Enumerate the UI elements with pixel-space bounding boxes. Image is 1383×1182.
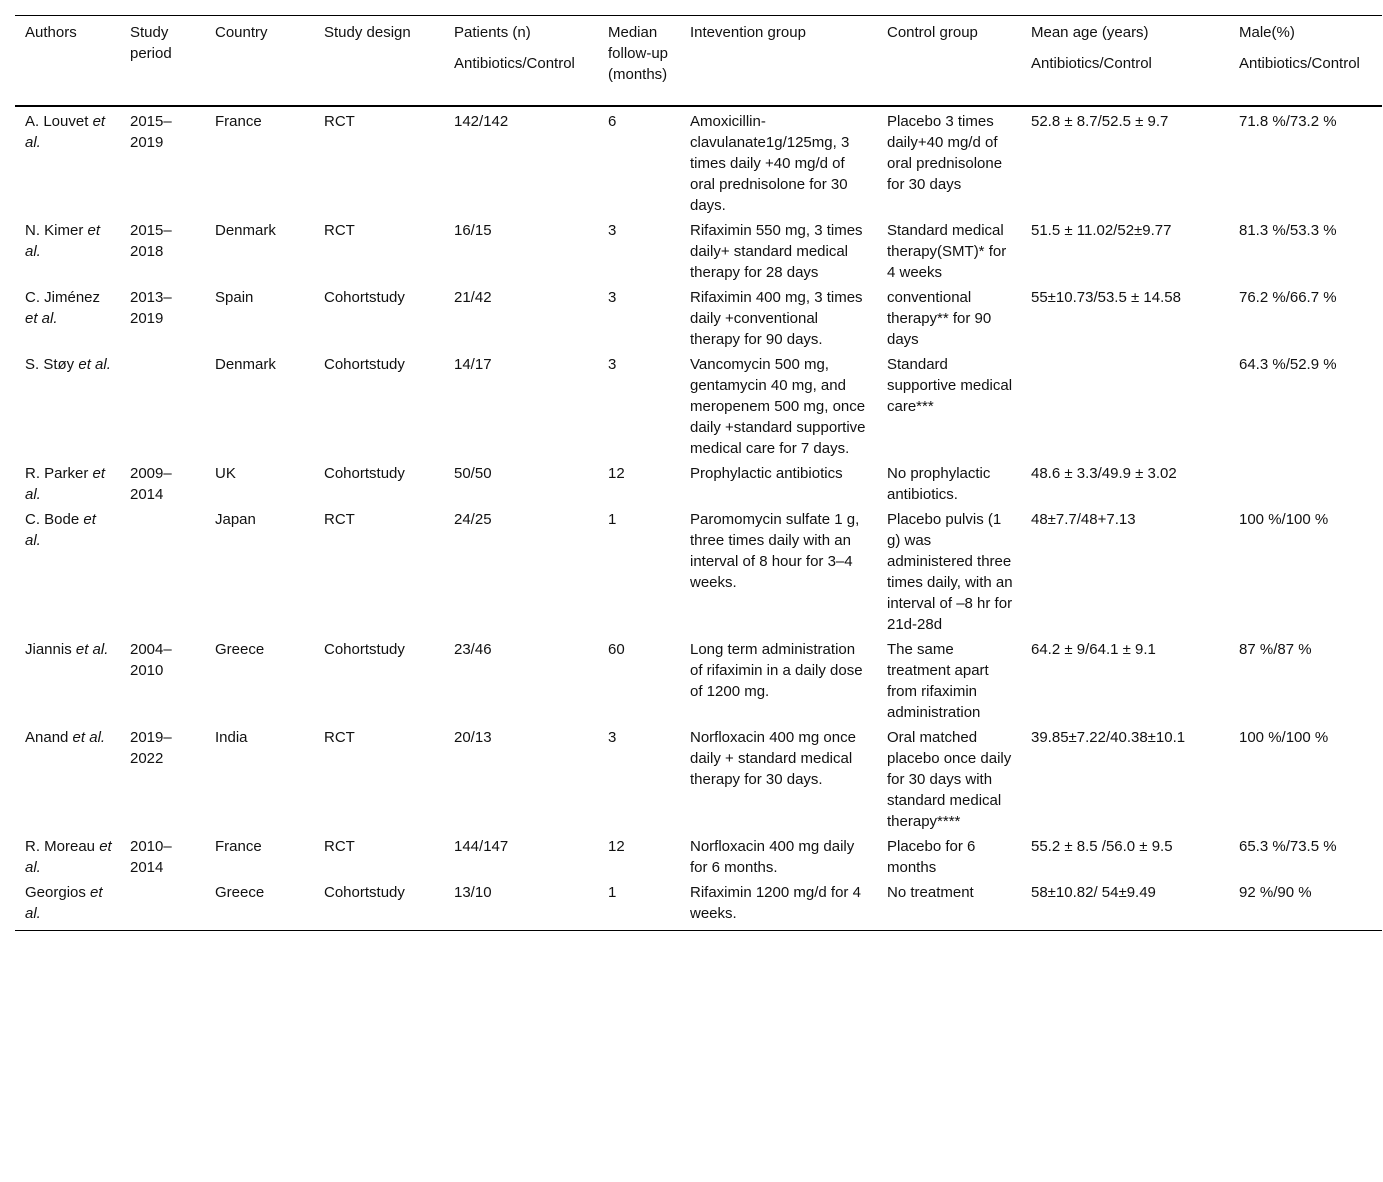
author-etal: et al.: [75, 641, 109, 658]
author-name: S. Støy: [25, 356, 75, 373]
cell-follow-up: 6: [608, 113, 617, 130]
cell-patients: 23/46: [454, 641, 492, 658]
cell-study-design: RCT: [324, 838, 355, 855]
table-row: [15, 506, 1382, 636]
cell-study-design: Cohortstudy: [324, 465, 405, 482]
cell-patients: 24/25: [454, 511, 492, 528]
cell-control: No treatment: [877, 879, 1021, 931]
author-etal: et al.: [25, 838, 112, 876]
table-body: [15, 106, 1382, 931]
table-row: [15, 460, 1382, 506]
cell-male-percent: 64.3 %/52.9 %: [1239, 356, 1337, 373]
cell-control: Standard supportive medical care***: [887, 356, 1013, 415]
cell-mean-age: 64.2 ± 9/64.1 ± 9.1: [1031, 641, 1156, 658]
cell-author: [15, 284, 120, 351]
author-etal: et al.: [78, 356, 111, 373]
cell-study-period: [120, 879, 205, 931]
cell-study-period: 2010–2014: [130, 838, 172, 876]
cell-male-percent: 100 %/100 %: [1239, 511, 1329, 528]
cell-author: [15, 460, 120, 506]
cell-author: [15, 833, 120, 879]
cell-patients: 14/17: [454, 356, 492, 373]
table-row: [15, 217, 1382, 284]
cell-intervention: Long term administration of rifaximin in a daily dose of 1200 mg.: [690, 641, 863, 700]
cell-study-period: [120, 506, 205, 636]
cell-patients: 13/10: [444, 879, 598, 931]
cell-author: [15, 506, 120, 636]
cell-mean-age: 58±10.82/ 54±9.49: [1021, 879, 1229, 931]
cell-mean-age: 55.2 ± 8.5 /56.0 ± 9.5: [1031, 838, 1173, 855]
author-name: Anand: [25, 729, 69, 746]
cell-study-period: 2015–2018: [130, 222, 172, 260]
header-country: Country: [205, 16, 314, 107]
table-row: [15, 833, 1382, 879]
cell-intervention: Rifaximin 550 mg, 3 times daily+ standard medical therapy for 28 days: [690, 222, 863, 281]
cell-male-percent: 76.2 %/66.7 %: [1239, 289, 1337, 306]
cell-follow-up: 3: [608, 356, 617, 373]
cell-study-period: 2013–2019: [130, 289, 172, 327]
cell-study-design: Cohortstudy: [324, 289, 405, 306]
cell-patients: 50/50: [454, 465, 492, 482]
cell-control: conventional therapy** for 90 days: [887, 289, 992, 348]
cell-control: The same treatment apart from rifaximin administration: [887, 641, 989, 721]
cell-study-period: 2015–2019: [130, 113, 172, 151]
cell-intervention: Norfloxacin 400 mg daily for 6 months.: [690, 838, 855, 876]
cell-control: Placebo 3 times daily+40 mg/d of oral prednisolone for 30 days: [887, 113, 1003, 193]
cell-patients: 144/147: [454, 838, 509, 855]
cell-follow-up: 1: [598, 879, 680, 931]
cell-intervention: Norfloxacin 400 mg once daily + standard medical therapy for 30 days.: [690, 729, 856, 788]
cell-country: Greece: [215, 641, 265, 658]
cell-patients: 21/42: [454, 289, 492, 306]
author-etal: et al.: [25, 310, 58, 327]
author-etal: et al.: [25, 113, 106, 151]
header-control-group: Control group: [877, 16, 1021, 107]
table-row: [15, 879, 1382, 931]
author-name: C. Bode: [25, 511, 80, 528]
cell-mean-age: 48.6 ± 3.3/49.9 ± 3.02: [1031, 465, 1177, 482]
cell-follow-up: 12: [608, 465, 625, 482]
cell-male-percent: [1229, 460, 1382, 506]
cell-male-percent: 65.3 %/73.5 %: [1239, 838, 1337, 855]
author-name: R. Parker: [25, 465, 89, 482]
cell-intervention: Rifaximin 400 mg, 3 times daily +conventional therapy for 90 days.: [690, 289, 863, 348]
header-row: [15, 16, 1382, 107]
cell-mean-age: 39.85±7.22/40.38±10.1: [1031, 729, 1186, 746]
cell-study-design: Cohortstudy: [314, 879, 444, 931]
cell-control: No prophylactic antibiotics.: [887, 465, 991, 503]
cell-study-period: 2009–2014: [130, 465, 172, 503]
table-row: [15, 636, 1382, 724]
cell-intervention: Vancomycin 500 mg, gentamycin 40 mg, and meropenem 500 mg, once daily +standard supportive medical care for 7 days.: [690, 356, 866, 457]
cell-study-design: RCT: [324, 729, 355, 746]
cell-country: Spain: [215, 289, 254, 306]
cell-author: [15, 724, 120, 833]
author-etal: et al.: [72, 729, 106, 746]
cell-follow-up: 1: [608, 511, 617, 528]
cell-intervention: Prophylactic antibiotics: [690, 465, 843, 482]
cell-male-percent: 71.8 %/73.2 %: [1239, 113, 1337, 130]
cell-country: UK: [215, 465, 236, 482]
cell-author: [15, 636, 120, 724]
cell-study-period: 2004–2010: [130, 641, 172, 679]
author-name: N. Kimer: [25, 222, 84, 239]
author-name: A. Louvet: [25, 113, 89, 130]
cell-country: Denmark: [215, 222, 276, 239]
cell-study-design: Cohortstudy: [324, 641, 405, 658]
cell-control: Placebo pulvis (1 g) was administered three times daily, with an interval of –8 hr for 21d-28d: [887, 511, 1013, 633]
table-row: [15, 106, 1382, 217]
author-name: Jiannis: [25, 641, 72, 658]
cell-author: [15, 217, 120, 284]
header-study-period: Study period: [120, 16, 205, 107]
cell-study-design: RCT: [324, 113, 355, 130]
cell-control: Oral matched placebo once daily for 30 days with standard medical therapy****: [887, 729, 1012, 830]
author-etal: et al.: [25, 222, 101, 260]
cell-country: Japan: [215, 511, 256, 528]
cell-follow-up: 3: [608, 222, 617, 239]
cell-patients: 142/142: [454, 113, 509, 130]
cell-male-percent: 87 %/87 %: [1239, 641, 1312, 658]
cell-mean-age: [1021, 351, 1229, 460]
author-name: Georgios: [25, 884, 86, 901]
cell-intervention: Paromomycin sulfate 1 g, three times daily with an interval of 8 hour for 3–4 weeks.: [690, 511, 860, 591]
cell-intervention: Rifaximin 1200 mg/d for 4 weeks.: [680, 879, 877, 931]
cell-mean-age: 48±7.7/48+7.13: [1031, 511, 1136, 528]
cell-control: Placebo for 6 months: [887, 838, 976, 876]
cell-follow-up: 3: [608, 729, 617, 746]
header-median-follow-up: Median follow-up (months): [598, 16, 680, 107]
header-mean-age: Mean age (years) Antibiotics/Control: [1021, 16, 1229, 107]
cell-follow-up: 60: [608, 641, 625, 658]
cell-author: [15, 351, 120, 460]
cell-control: Standard medical therapy(SMT)* for 4 weeks: [887, 222, 1007, 281]
cell-country: Denmark: [215, 356, 276, 373]
header-intervention-group: Intevention group: [680, 16, 877, 107]
cell-study-design: RCT: [324, 222, 355, 239]
table-row: [15, 724, 1382, 833]
cell-country: France: [215, 838, 262, 855]
header-study-design: Study design: [314, 16, 444, 107]
cell-author: [15, 106, 120, 217]
cell-mean-age: 52.8 ± 8.7/52.5 ± 9.7: [1031, 113, 1169, 130]
cell-follow-up: 12: [608, 838, 625, 855]
cell-patients: 16/15: [454, 222, 492, 239]
table-header: [15, 16, 1382, 107]
cell-country: Greece: [205, 879, 314, 931]
header-male-percent: Male(%) Antibiotics/Control: [1229, 16, 1382, 107]
cell-study-design: RCT: [324, 511, 355, 528]
header-authors: Authors: [15, 16, 120, 107]
author-etal: et al.: [25, 884, 103, 922]
cell-male-percent: 81.3 %/53.3 %: [1239, 222, 1337, 239]
author-etal: et al.: [25, 465, 106, 503]
cell-mean-age: 51.5 ± 11.02/52±9.77: [1031, 222, 1172, 239]
cell-author: [15, 879, 120, 931]
cell-patients: 20/13: [454, 729, 492, 746]
cell-country: France: [215, 113, 262, 130]
cell-mean-age: 55±10.73/53.5 ± 14.58: [1031, 289, 1181, 306]
cell-study-period: [120, 351, 205, 460]
cell-follow-up: 3: [608, 289, 617, 306]
cell-male-percent: 92 %/90 %: [1229, 879, 1382, 931]
cell-study-period: 2019–2022: [130, 729, 172, 767]
author-name: R. Moreau: [25, 838, 96, 855]
table-row: [15, 284, 1382, 351]
author-name: C. Jiménez: [25, 289, 101, 306]
table-row: [15, 351, 1382, 460]
cell-study-design: Cohortstudy: [324, 356, 405, 373]
author-etal: et al.: [25, 511, 96, 549]
cell-intervention: Amoxicillin-clavulanate1g/125mg, 3 times daily +40 mg/d of oral prednisolone for 30 days.: [690, 113, 850, 214]
studies-table: [15, 15, 1382, 931]
cell-country: India: [215, 729, 248, 746]
cell-male-percent: 100 %/100 %: [1239, 729, 1329, 746]
header-patients: Patients (n) Antibiotics/Control: [444, 16, 598, 107]
